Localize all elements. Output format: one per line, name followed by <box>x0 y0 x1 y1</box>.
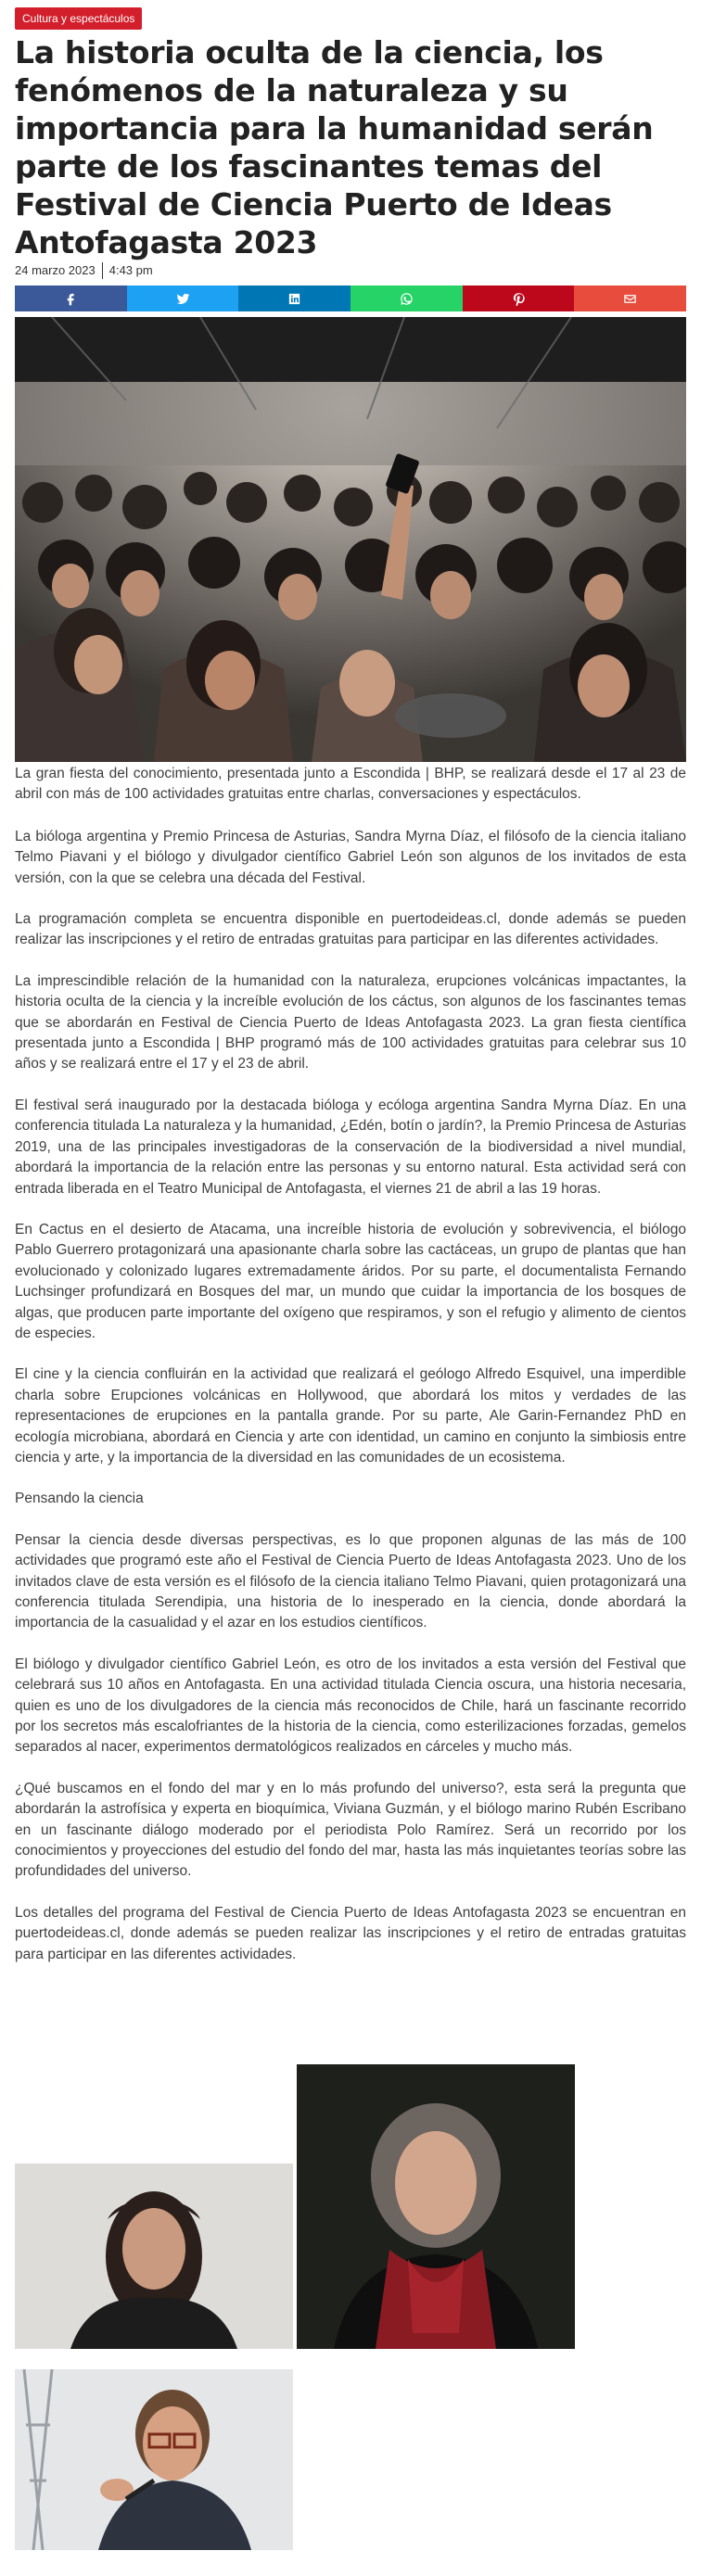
portrait-photo-man-glasses-speaking <box>15 2369 293 2550</box>
paragraph: El biólogo y divulgador científico Gabriel León, es otro de los invitados a esta versión del Festival que celebrará sus 10 años en Antofagasta. En una actividad titulada Ciencia oscura, una historia necesaria, quien es uno de los divulgadores de la ciencia más reconocidos de Chile, hará un fascinante recorrido por los secretos más escalofriantes de la historia de la ciencia, como esterilizaciones forzadas, gemelos separados al nacer, experimentos dermatológicos realizados en cárceles y mucho más. <box>15 1656 686 1756</box>
twitter-icon <box>176 292 190 306</box>
portrait-photo-woman-dark-hair <box>15 2164 293 2349</box>
share-bar <box>15 286 686 311</box>
paragraph: En Cactus en el desierto de Atacama, una increíble historia de evolución y sobrevivencia, el biólogo Pablo Guerrero protagonizará una apasionante charla sobre las cactáceas, un grupo de plantas que han evolucionado y colonizado lugares extremadamente áridos. Por su parte, el documentalista Fernando Luchsinger profundizará en Bosques del mar, un mundo que cuidar la importancia de los bosques de algas, que producen parte importante del oxígeno que respiramos, y son el refugio y alimento de cientos de especies. <box>15 1221 686 1341</box>
crowd-illustration <box>15 317 686 762</box>
hero-photo-crowd <box>15 317 686 762</box>
portrait-photo-woman-red-scarf <box>297 2064 575 2349</box>
paragraph: Los detalles del programa del Festival de Ciencia Puerto de Ideas Antofagasta 2023 se encuentran en puertodeideas.cl, donde además se pueden realizar las inscripciones y el retiro de entradas gratuitas para participar en las diferentes actividades. <box>15 1904 686 1962</box>
share-pinterest-button[interactable] <box>463 286 575 311</box>
meta-divider <box>102 262 103 279</box>
linkedin-icon <box>287 292 301 306</box>
envelope-icon <box>623 292 637 306</box>
share-email-button[interactable] <box>574 286 686 311</box>
portrait-illustration <box>15 2164 293 2349</box>
hero-caption: La gran fiesta del conocimiento, presentada junto a Escondida | BHP, se realizará desde el 17 al 23 de abril con más de 100 actividades gratuitas entre charlas, conversaciones y espectáculos. <box>15 766 686 803</box>
paragraph: La imprescindible relación de la humanidad con la naturaleza, erupciones volcánicas impactantes, la historia oculta de la ciencia y la increíble evolución de los cáctus, son algunos de los fascinantes temas que se abordarán en Festival de Ciencia Puerto de Ideas Antofagasta 2023. La gran fiesta científica presentada junto a Escondida | BHP programó más de 100 actividades gratuitas para celebrar sus 10 años y se realizará entre el 17 y el 23 de abril. <box>15 972 686 1072</box>
article-headline: La historia oculta de la ciencia, los fenómenos de la naturaleza y su importancia para la humanidad serán parte de los fascinantes temas del Festival de Ciencia Puerto de Ideas Antofagasta 2023 <box>15 34 654 260</box>
paragraph: El festival será inaugurado por la destacada bióloga y ecóloga argentina Sandra Myrna Díaz. En una conferencia titulada La naturaleza y la humanidad, ¿Edén, botín o jardín?, la Premio Princesa de Asturias 2019, una de las principales investigadoras de la conservación de la biodiversidad a nivel mundial, abordará la importancia de la relación entre las personas y su entorno natural. Esta actividad será con entrada liberada en el Teatro Municipal de Antofagasta, el viernes 21 de abril a las 19 horas. <box>15 1097 686 1197</box>
paragraph: La bióloga argentina y Premio Princesa de Asturias, Sandra Myrna Díaz, el filósofo de la ciencia italiano Telmo Piavani y el biólogo y divulgador científico Gabriel León son algunos de los invitados de esta versión, con la que se celebra una década del Festival. <box>15 828 686 886</box>
paragraph: La programación completa se encuentra disponible en puertodeideas.cl, donde además se pueden realizar las inscripciones y el retiro de entradas gratuitas para participar en las diferentes actividades. <box>15 911 686 948</box>
share-facebook-button[interactable] <box>15 286 127 311</box>
facebook-icon <box>64 292 78 306</box>
article-meta <box>15 262 153 279</box>
paragraph: El cine y la ciencia confluirán en la actividad que realizará el geólogo Alfredo Esquivel, una imperdible charla sobre Erupciones volcánicas en Hollywood, que abordará los mitos y verdades de las representaciones de erupciones en la pantalla grande. Por su parte, Ale Garin-Fernandez PhD en ecología microbiana, abordará en Ciencia y arte con identidad, un camino en conjunto la simbiosis entre ciencia y arte, y la importancia de la diversidad en las comunidades de un ecosistema. <box>15 1366 686 1466</box>
paragraph: ¿Qué buscamos en el fondo del mar y en lo más profundo del universo?, esta será la pregunta que abordarán la astrofísica y experta en bioquímica, Viviana Guzmán, y el biólogo marino Rubén Escribano en un fascinante diálogo moderado por el periodista Polo Ramírez. Será un recorrido por los conocimientos y proyecciones del estudio del fondo del mar, hasta las más inquietantes teorías sobre las profundidades del universo. <box>15 1780 686 1880</box>
publish-date: 24 marzo 2023 <box>15 263 96 277</box>
share-linkedin-button[interactable] <box>238 286 350 311</box>
category-badge[interactable]: Cultura y espectáculos <box>15 7 142 30</box>
portrait-illustration <box>15 2369 293 2550</box>
whatsapp-icon <box>400 292 414 306</box>
portrait-illustration <box>297 2064 575 2349</box>
subheading: Pensando la ciencia <box>15 1491 144 1507</box>
article-body <box>15 764 686 1986</box>
share-whatsapp-button[interactable] <box>350 286 463 311</box>
pinterest-icon <box>512 292 526 306</box>
paragraph: Pensar la ciencia desde diversas perspectivas, es lo que proponen algunas de las más de 100 actividades que programó este año el Festival de Ciencia Puerto de Ideas Antofagasta 2023. Uno de los invitados clave de esta versión es el filósofo de la ciencia italiano Telmo Piavani, quien protagonizará una conferencia titulada Serendipia, una historia de lo inesperado en la ciencia, donde abordará la importancia de la casualidad y el azar en los estudios científicos. <box>15 1531 686 1631</box>
share-twitter-button[interactable] <box>127 286 239 311</box>
publish-time: 4:43 pm <box>108 263 153 277</box>
